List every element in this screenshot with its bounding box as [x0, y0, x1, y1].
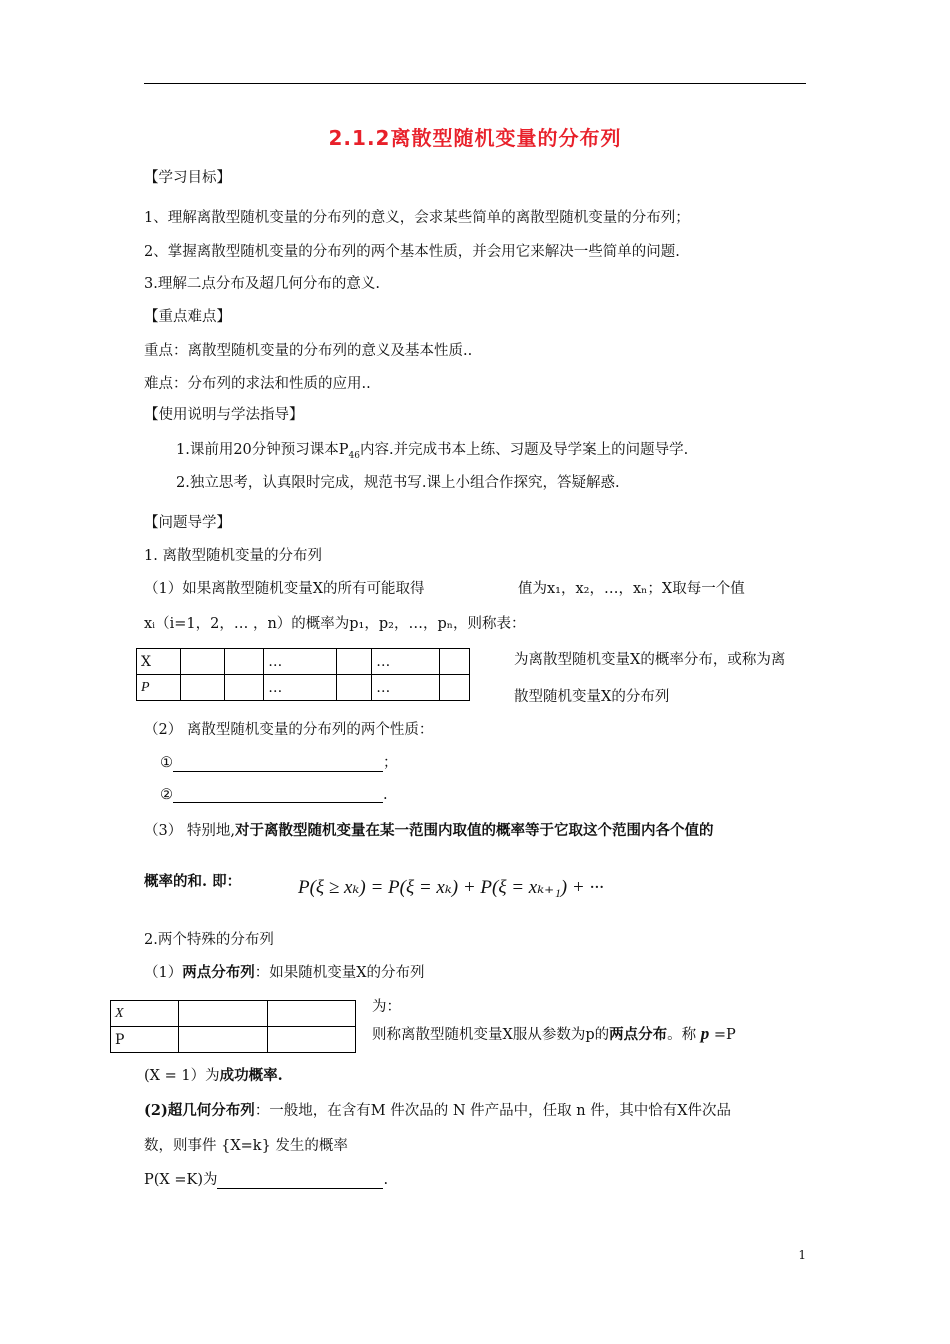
table-cell: [180, 675, 224, 701]
two-point-table: [110, 1000, 356, 1053]
table-row: [137, 675, 470, 701]
table-cell: P: [137, 675, 181, 701]
table-cell: [440, 675, 470, 701]
question-1-title: 1. 离散型随机变量的分布列: [144, 548, 322, 564]
usage-2: 2.独立思考，认真限时完成，规范书写.课上小组合作探究，答疑解惑.: [176, 475, 620, 491]
goal-3: 3.理解二点分布及超几何分布的意义.: [144, 276, 380, 292]
table-cell: …: [372, 649, 440, 675]
table-cell: [224, 675, 264, 701]
question-2-1d: (X = 1）为成功概率.: [144, 1067, 283, 1084]
table-cell: [440, 649, 470, 675]
usage-1: 1.课前用20分钟预习课本$P_{46}$内容.并完成书本上练、习题及导学案上的问题导学.: [176, 442, 689, 461]
difficult-point: 难点：分布列的求法和性质的应用..: [144, 376, 371, 392]
question-2-2d: P(X =K)为 .: [144, 1172, 389, 1188]
key-header: 【重点难点】: [144, 309, 231, 325]
question-1-1a: （1）如果离散型随机变量X的所有可能取得: [144, 581, 425, 597]
table2-caption-1: 为：: [372, 999, 401, 1015]
question-2-2c: 数，则事件 {X=k} 发生的概率: [144, 1138, 348, 1154]
question-2-2: (2)超几何分布列：一般地，在含有M 件次品的 N 件产品中，任取 n 件，其中恰有X件次品: [144, 1102, 732, 1119]
table1-caption-2: 散型随机变量X的分布列: [514, 689, 670, 705]
table-cell: X: [111, 1001, 179, 1027]
table-cell: [179, 1001, 267, 1027]
property-1: ① ；: [160, 755, 398, 771]
table-cell: [267, 1001, 355, 1027]
table1-caption-1: 为离散型随机变量X的概率分布，或称为离: [514, 652, 786, 668]
distribution-table: [136, 648, 470, 701]
table-row: [111, 1001, 356, 1027]
page-title: 2.1.2离散型随机变量的分布列: [328, 126, 622, 150]
table2-caption-2: 则称离散型随机变量X服从参数为p的两点分布。称 p =P: [372, 1024, 736, 1043]
table-cell: [336, 649, 372, 675]
goal-2: 2、掌握离散型随机变量的分布列的两个基本性质，并会用它来解决一些简单的问题.: [144, 244, 680, 260]
table-cell: [267, 1027, 355, 1053]
table-row: [137, 649, 470, 675]
question-2-title: 2.两个特殊的分布列: [144, 932, 274, 948]
table-cell: [336, 675, 372, 701]
question-1-1b: 值为x₁，x₂，…，xₙ；X取每一个值: [518, 581, 745, 597]
table-cell: P: [111, 1027, 179, 1053]
table-cell: [180, 649, 224, 675]
key-point: 重点：离散型随机变量的分布列的意义及基本性质..: [144, 343, 473, 359]
table-cell: …: [264, 675, 336, 701]
goals-header: 【学习目标】: [144, 170, 231, 186]
header-rule: [144, 83, 806, 84]
question-2-1: （1）两点分布列：如果随机变量X的分布列: [144, 964, 425, 981]
question-1-2: （2） 离散型随机变量的分布列的两个性质：: [144, 722, 434, 738]
question-1-3: （3） 特别地,对于离散型随机变量在某一范围内取值的概率等于它取这个范围内各个值的: [144, 822, 714, 839]
property-2: ② .: [160, 787, 388, 803]
page-number: 1: [798, 1248, 806, 1262]
question-1-3c: 概率的和. 即：: [144, 873, 242, 890]
table-cell: X: [137, 649, 181, 675]
table-cell: …: [372, 675, 440, 701]
goal-1: 1、理解离散型随机变量的分布列的意义，会求某些简单的离散型随机变量的分布列；: [144, 210, 690, 226]
guide-header: 【问题导学】: [144, 515, 231, 531]
table-cell: …: [264, 649, 336, 675]
table-cell: [179, 1027, 267, 1053]
table-cell: [224, 649, 264, 675]
table-row: [111, 1027, 356, 1053]
question-1-1c: xᵢ（i=1，2，… ，n）的概率为p₁，p₂，…，pₙ，则称表：: [144, 616, 526, 632]
usage-header: 【使用说明与学法指导】: [144, 407, 304, 423]
formula: P(ξ ≥ xₖ) = P(ξ = xₖ) + P(ξ = xₖ₊₁) + ···: [298, 877, 604, 898]
